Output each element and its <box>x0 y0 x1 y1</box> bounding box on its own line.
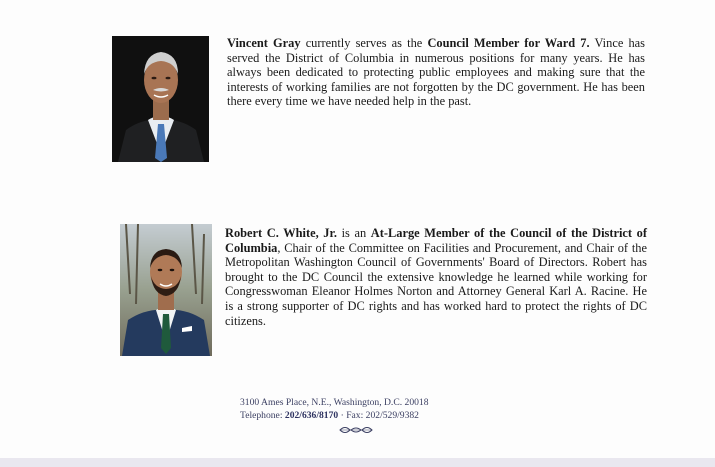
bio-name: Robert C. White, Jr. <box>225 226 337 240</box>
bio-paragraph <box>225 226 647 328</box>
ornament-icon <box>339 425 373 435</box>
letterhead-footer <box>240 396 480 422</box>
telephone-number: 202/636/8170 <box>284 410 339 421</box>
bio-role: At-Large Member of the Council of the District of Columbia <box>225 226 647 255</box>
bio-role: Council Member for Ward 7. <box>427 36 590 50</box>
bio-intro: currently serves as the <box>300 36 428 50</box>
portrait-illustration <box>120 224 212 356</box>
bio-paragraph <box>227 36 645 109</box>
bio-intro: is an <box>336 226 371 240</box>
bottom-strip <box>0 458 715 467</box>
fax-label: Fax: <box>346 410 366 421</box>
bio-name: Vincent Gray <box>227 36 301 50</box>
bio-body: Vince has served the District of Columbia in numerous positions for many years. He has always been dedicated to protecting public employees and making sure that the interests of working families are not forgotten by the DC government. He has been there every time we have needed help in the past. <box>227 36 645 109</box>
portrait-photo-vincent-gray <box>112 36 209 162</box>
footer-address: 3100 Ames Place, N.E., Washington, D.C. 20018 <box>240 397 429 408</box>
bio-robert-white <box>112 226 657 356</box>
portrait-illustration <box>112 36 209 162</box>
fax-number: 202/529/9382 <box>365 410 419 421</box>
footer-separator: · <box>338 410 347 421</box>
telephone-label: Telephone: <box>240 410 285 421</box>
footer-contact-line <box>240 409 480 422</box>
bio-vincent-gray <box>112 36 657 162</box>
portrait-photo-robert-white <box>120 224 212 356</box>
bio-body: , Chair of the Committee on Facilities and Procurement, and Chair of the Metropolitan Washington Council of Governments' Board of Directors. Robert has brought to the DC Council the extensive knowledge he learned while working for Congresswoman Eleanor Holmes Norton and Attorney General Karl A. Racine. He is a strong supporter of DC rights and has worked hard to protect the rights of DC citizens. <box>225 240 647 328</box>
